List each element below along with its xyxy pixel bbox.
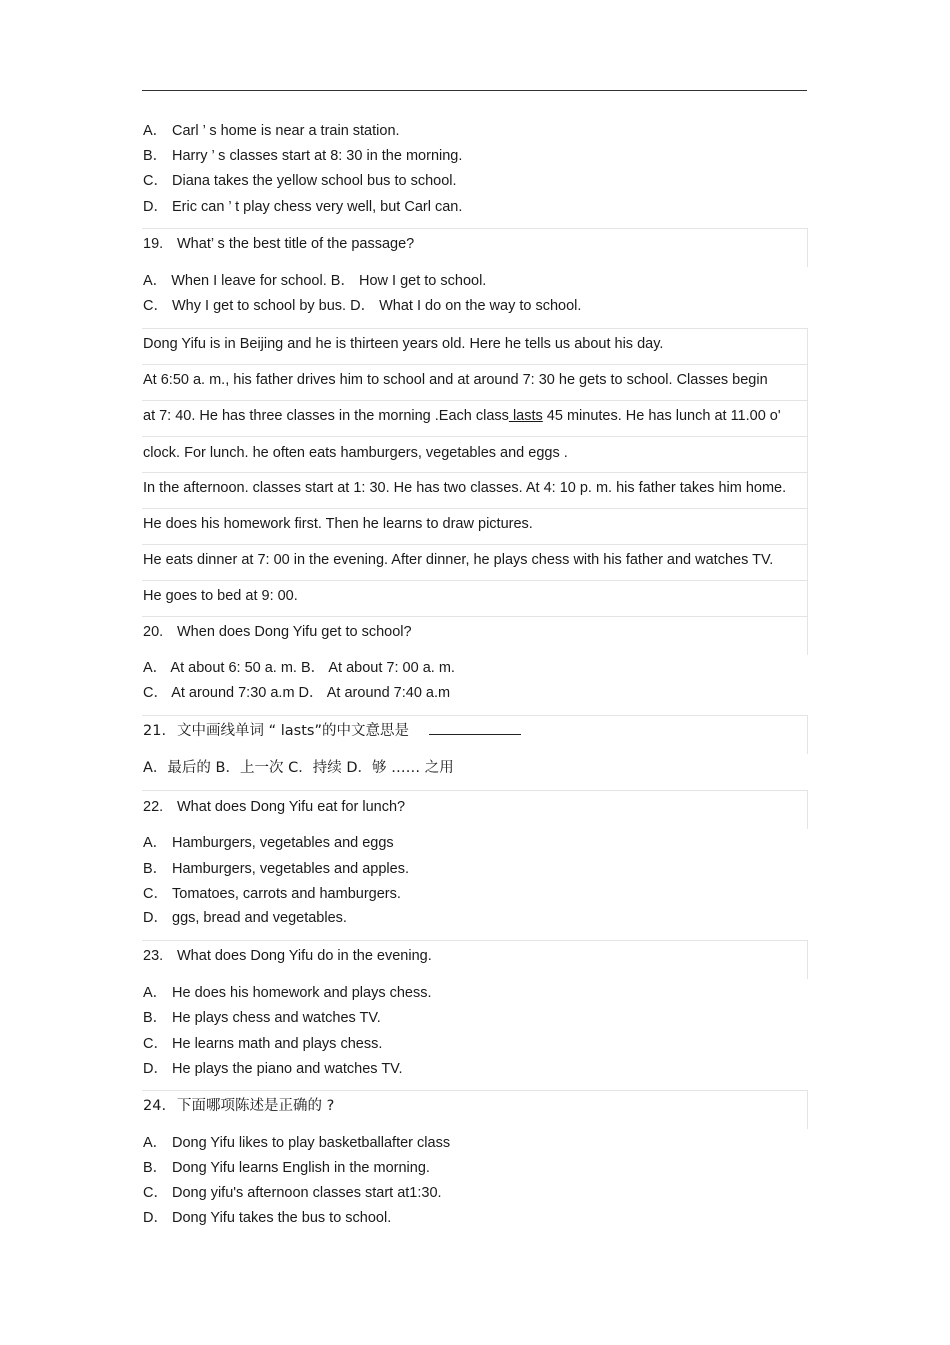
q19-options-row-2: C． Why I get to school by bus. D． What I do on the way to school. <box>143 298 582 314</box>
q18-option-a: A． Carl ’ s home is near a train station. <box>143 123 400 139</box>
passage-line-7: He eats dinner at 7: 00 in the evening. After dinner, he plays chess with his father and watches TV. <box>143 552 774 568</box>
q24-question: 24. 下面哪项陈述是正确的 ? <box>143 1098 335 1114</box>
q19-options-row-1: A． When I leave for school. B． How I get to school. <box>143 273 487 289</box>
q22-question: 22. What does Dong Yifu eat for lunch? <box>143 799 406 815</box>
passage-line-6: He does his homework first. Then he learns to draw pictures. <box>143 516 533 532</box>
q22-option-d: D． ggs, bread and vegetables. <box>143 910 347 926</box>
q23-option-a: A． He does his homework and plays chess. <box>143 985 432 1001</box>
passage-line-8: He goes to bed at 9: 00. <box>143 588 298 604</box>
q23-option-d: D． He plays the piano and watches TV. <box>143 1061 403 1077</box>
q24-option-a: A． Dong Yifu likes to play basketballafter class <box>143 1135 451 1151</box>
q23-question: 23. What does Dong Yifu do in the evening. <box>143 948 432 964</box>
q22-option-b: B． Hamburgers, vegetables and apples. <box>143 861 409 877</box>
q23-option-c: C． He learns math and plays chess. <box>143 1036 383 1052</box>
passage-line-2: At 6:50 a. m., his father drives him to school and at around 7: 30 he gets to school. Classes begin <box>143 372 768 388</box>
q20-options-row-2: C． At around 7:30 a.m D． At around 7:40 a.m <box>143 685 451 701</box>
q18-option-d: D． Eric can ’ t play chess very well, but Carl can. <box>143 199 463 215</box>
q21-options: A．最后的 B．上一次 C．持续 D．够 …… 之用 <box>143 760 454 776</box>
passage-line-4: clock. For lunch. he often eats hamburgers, vegetables and eggs . <box>143 445 568 461</box>
q20-options-row-1: A． At about 6: 50 a. m. B． At about 7: 00 a. m. <box>143 660 455 676</box>
q23-option-b: B． He plays chess and watches TV. <box>143 1010 381 1026</box>
q24-option-b: B． Dong Yifu learns English in the morning. <box>143 1160 430 1176</box>
passage-line-1: Dong Yifu is in Beijing and he is thirteen years old. Here he tells us about his day. <box>143 336 664 352</box>
q18-option-b: B． Harry ’ s classes start at 8: 30 in the morning. <box>143 148 463 164</box>
q20-question: 20. When does Dong Yifu get to school? <box>143 624 412 640</box>
q22-option-c: C． Tomatoes, carrots and hamburgers. <box>143 886 401 902</box>
passage-line-5: In the afternoon. classes start at 1: 30. He has two classes. At 4: 10 p. m. his father takes him home. <box>143 480 787 496</box>
header-rule <box>142 90 807 91</box>
q24-option-d: D． Dong Yifu takes the bus to school. <box>143 1210 392 1226</box>
answer-blank <box>429 722 521 735</box>
q18-option-c: C． Diana takes the yellow school bus to school. <box>143 173 457 189</box>
q19-question: 19. What’ s the best title of the passage? <box>143 236 415 252</box>
q21-question: 21. 文中画线单词 “ lasts”的中文意思是 <box>143 722 521 740</box>
q24-option-c: C． Dong yifu's afternoon classes start at1:30. <box>143 1185 442 1201</box>
passage-line-3: at 7: 40. He has three classes in the morning .Each class lasts 45 minutes. He has lunch at 11.00 o' <box>143 408 781 424</box>
q22-option-a: A． Hamburgers, vegetables and eggs <box>143 835 394 851</box>
underlined-word-lasts: lasts <box>508 408 543 424</box>
